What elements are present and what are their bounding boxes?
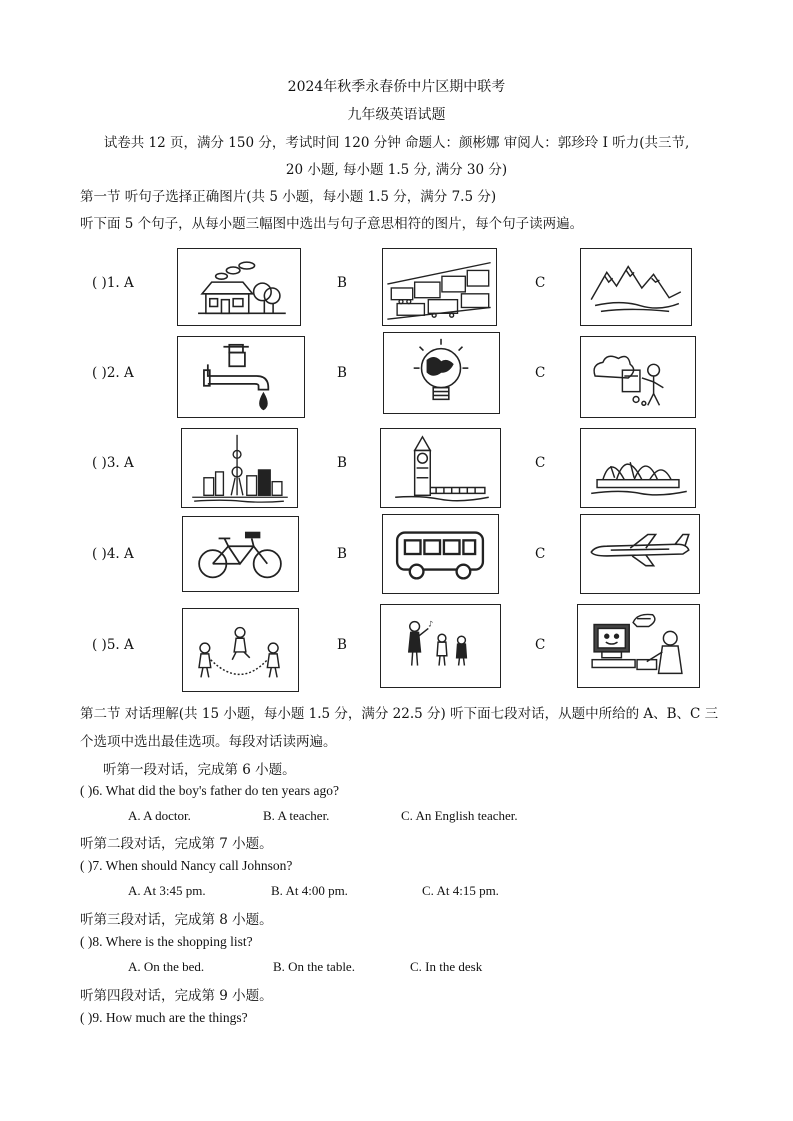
question-label: ( )2. A bbox=[92, 365, 134, 381]
littering-icon[interactable] bbox=[580, 336, 696, 418]
children-jump-rope-icon[interactable] bbox=[182, 608, 299, 692]
earth-lightbulb-icon[interactable] bbox=[383, 332, 500, 414]
question-row-3 bbox=[0, 428, 793, 510]
traffic-jam-icon[interactable] bbox=[382, 248, 497, 326]
question-label: ( )3. A bbox=[92, 455, 134, 471]
section2-heading-line-1: 第二节 对话理解(共 15 小题，每小题 1.5 分，满分 22.5 分) 听下面七段对话，从题中所给的 A、B、C 三 bbox=[80, 706, 719, 722]
option-a[interactable]: A. A doctor. bbox=[128, 808, 191, 823]
question-9: ( )9. How much are the things? bbox=[80, 1010, 248, 1025]
section2-heading-line-2: 个选项中选出最佳选项。每段对话读两遍。 bbox=[80, 734, 337, 750]
question-row-1 bbox=[0, 248, 793, 328]
sydney-opera-house-icon[interactable] bbox=[580, 428, 696, 508]
option-c-label: C bbox=[535, 275, 546, 291]
exam-title: 2024年秋季永春侨中片区期中联考 bbox=[287, 79, 506, 95]
dialogue-intro: 听第一段对话，完成第 6 小题。 bbox=[103, 762, 296, 778]
option-c[interactable]: C. An English teacher. bbox=[401, 808, 518, 823]
svg-text:♪: ♪ bbox=[428, 619, 434, 629]
option-c[interactable]: C. At 4:15 pm. bbox=[422, 883, 499, 898]
option-a[interactable]: A. On the bed. bbox=[128, 959, 205, 974]
teacher-students-icon[interactable] bbox=[380, 604, 501, 688]
computer-man-icon[interactable] bbox=[577, 604, 700, 688]
airplane-icon[interactable] bbox=[580, 514, 700, 594]
question-label: ( )4. A bbox=[92, 546, 134, 562]
option-b-label: B bbox=[337, 275, 347, 291]
option-b[interactable]: B. On the table. bbox=[273, 959, 355, 974]
option-c-label: C bbox=[535, 546, 546, 562]
dialogue-intro: 听第三段对话，完成第 8 小题。 bbox=[80, 912, 273, 928]
option-c-label: C bbox=[535, 365, 546, 381]
option-b-label: B bbox=[337, 455, 347, 471]
option-c-label: C bbox=[535, 455, 546, 471]
question-row-5 bbox=[0, 604, 793, 694]
option-c-label: C bbox=[535, 637, 546, 653]
big-ben-icon[interactable] bbox=[380, 428, 501, 508]
exam-info-line-2: 20 小题, 每小题 1.5 分, 满分 30 分) bbox=[285, 162, 508, 178]
option-b[interactable]: B. A teacher. bbox=[263, 808, 330, 823]
option-a[interactable]: A. At 3:45 pm. bbox=[128, 883, 206, 898]
question-8: ( )8. Where is the shopping list? bbox=[80, 934, 253, 949]
question-row-4 bbox=[0, 514, 793, 596]
option-c[interactable]: C. In the desk bbox=[410, 959, 483, 974]
question-label: ( )5. A bbox=[92, 637, 134, 653]
dripping-tap-icon[interactable] bbox=[177, 336, 305, 418]
dialogue-intro: 听第二段对话，完成第 7 小题。 bbox=[80, 836, 273, 852]
question-6: ( )6. What did the boy's father do ten years ago? bbox=[80, 783, 339, 798]
option-b-label: B bbox=[337, 546, 347, 562]
exam-subtitle: 九年级英语试题 bbox=[347, 107, 446, 123]
option-b[interactable]: B. At 4:00 pm. bbox=[271, 883, 348, 898]
bus-icon[interactable] bbox=[382, 514, 499, 594]
tv-tower-skyline-icon[interactable] bbox=[181, 428, 298, 508]
dialogue-intro: 听第四段对话，完成第 9 小题。 bbox=[80, 988, 273, 1004]
option-b-label: B bbox=[337, 637, 347, 653]
mountains-icon[interactable] bbox=[580, 248, 692, 326]
bicycle-icon[interactable] bbox=[182, 516, 299, 592]
exam-info-line-1: 试卷共 12 页，满分 150 分，考试时间 120 分钟 命题人：颜彬娜 审阅人：郭珍玲 I 听力(共三节, bbox=[103, 135, 690, 151]
house-icon[interactable] bbox=[177, 248, 301, 326]
section1-heading: 第一节 听句子选择正确图片(共 5 小题，每小题 1.5 分，满分 7.5 分) bbox=[80, 189, 497, 205]
section1-instruction: 听下面 5 个句子，从每小题三幅图中选出与句子意思相符的图片，每个句子读两遍。 bbox=[80, 216, 584, 232]
question-7: ( )7. When should Nancy call Johnson? bbox=[80, 858, 293, 873]
question-label: ( )1. A bbox=[92, 275, 134, 291]
question-row-2 bbox=[0, 332, 793, 418]
option-b-label: B bbox=[337, 365, 347, 381]
